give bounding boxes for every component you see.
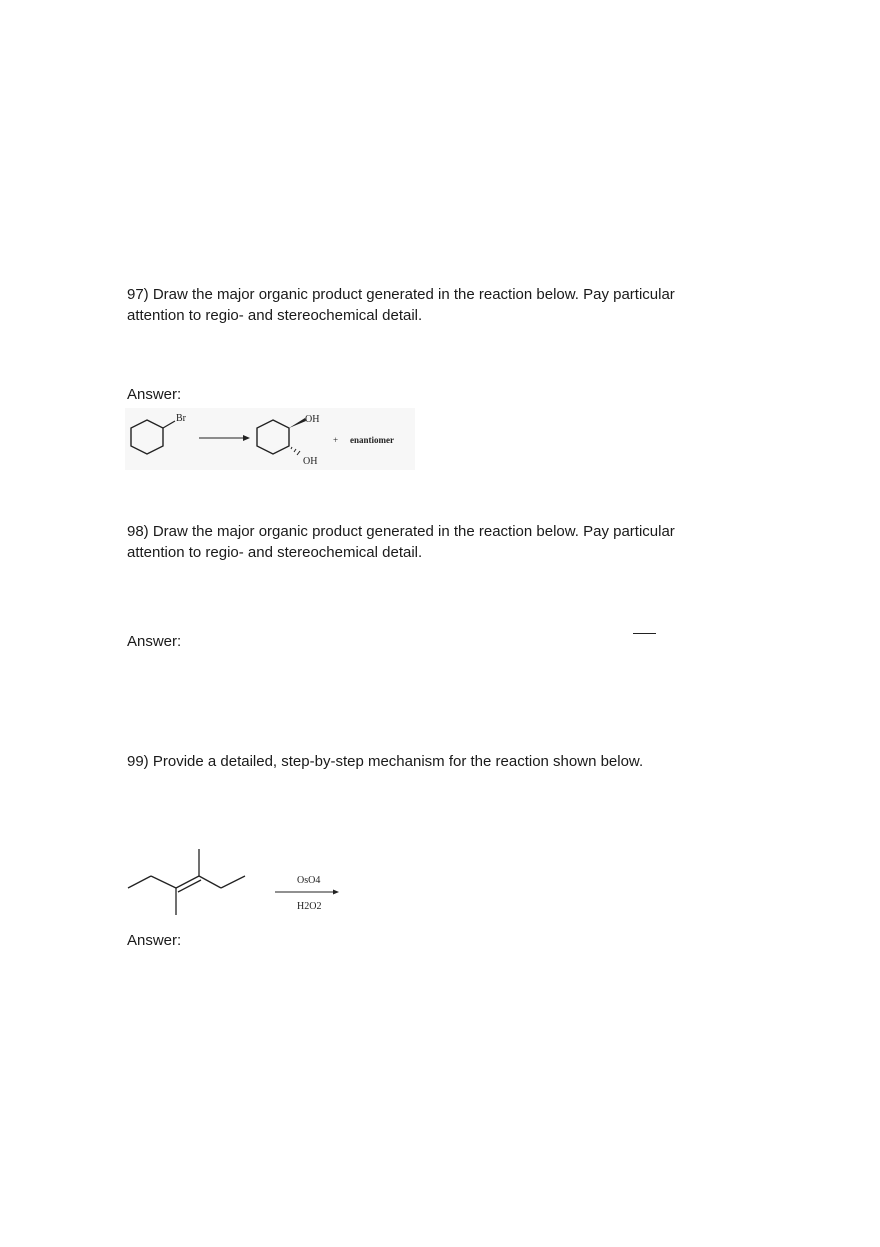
plus-sign: + bbox=[333, 435, 339, 445]
reagent-osmium-tetroxide: OsO4 bbox=[297, 875, 321, 886]
question-99-text: 99) Provide a detailed, step-by-step mechanism for the reaction shown below. bbox=[127, 753, 644, 770]
reaction-arrow-head-99 bbox=[333, 890, 339, 895]
hydroxyl-label-bottom: OH bbox=[303, 456, 318, 467]
reaction-scheme-97 bbox=[125, 408, 415, 470]
bromine-label: Br bbox=[176, 413, 186, 424]
alkene-structure bbox=[128, 849, 245, 915]
question-98-text: 98) Draw the major organic product generated in the reaction below. Pay particular attention to regio- and stereochemical detail. bbox=[127, 523, 675, 561]
reaction-scheme-99 bbox=[125, 843, 350, 918]
question-99-answer-label: Answer: bbox=[127, 932, 182, 949]
reagent-hydrogen-peroxide: H2O2 bbox=[297, 901, 322, 912]
question-97-answer-label: Answer: bbox=[127, 386, 182, 403]
enantiomer-label: enantiomer bbox=[350, 435, 394, 445]
stray-underline-mark bbox=[633, 633, 656, 634]
question-97-text: 97) Draw the major organic product generated in the reaction below. Pay particular attention to regio- and stereochemical detail. bbox=[127, 286, 675, 324]
hydroxyl-label-top: OH bbox=[305, 414, 320, 425]
question-98-answer-label: Answer: bbox=[127, 633, 182, 650]
